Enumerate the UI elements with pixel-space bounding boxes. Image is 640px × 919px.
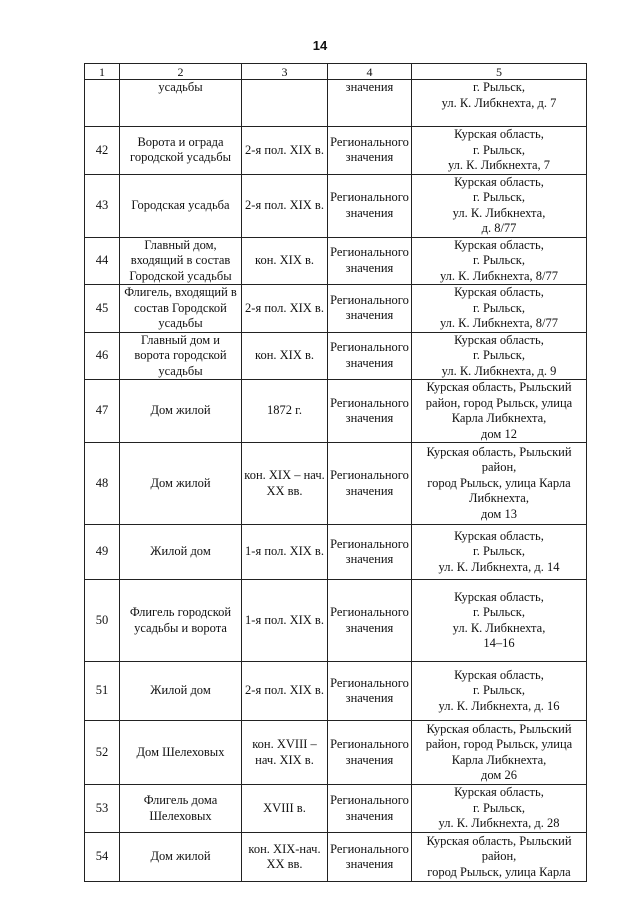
significance-category-line: значения bbox=[345, 483, 394, 498]
table-row bbox=[85, 174, 587, 237]
object-name-line: Главный дом и bbox=[141, 332, 220, 347]
object-address-cell bbox=[412, 662, 587, 721]
row-number-cell bbox=[85, 443, 120, 525]
object-address-line: ул. К. Либкнехта, bbox=[452, 620, 546, 635]
object-name-line: Ворота и ограда bbox=[137, 134, 224, 149]
object-dating-line: кон. XIX в. bbox=[255, 348, 314, 362]
significance-category-line: значения bbox=[345, 808, 394, 823]
column-header: 2 bbox=[120, 64, 242, 80]
table-row bbox=[85, 127, 587, 175]
row-number-cell bbox=[85, 80, 120, 127]
table-row bbox=[85, 525, 587, 580]
object-address-line: г. Рыльск, bbox=[472, 605, 525, 619]
significance-category-cell bbox=[328, 662, 412, 721]
object-address-line: ул. К. Либкнехта, 8/77 bbox=[439, 268, 559, 283]
object-address-cell bbox=[412, 380, 587, 443]
significance-category-cell bbox=[328, 525, 412, 580]
object-name-line: Городской усадьбы bbox=[129, 268, 232, 283]
object-name-line: Жилой дом bbox=[150, 544, 211, 559]
object-dating-line: нач. XIX в. bbox=[255, 752, 314, 767]
object-name-cell bbox=[120, 174, 242, 237]
object-dating-cell bbox=[242, 80, 328, 127]
row-number-cell bbox=[85, 662, 120, 721]
significance-category-cell bbox=[328, 380, 412, 443]
object-dating-cell bbox=[242, 127, 328, 175]
object-dating-cell bbox=[242, 443, 328, 525]
object-address-line: г. Рыльск, bbox=[472, 348, 525, 362]
object-address-line: г. Рыльск, bbox=[472, 80, 525, 94]
object-address-line: Курская область, bbox=[454, 528, 544, 543]
row-number-cell bbox=[85, 380, 120, 443]
object-name-cell bbox=[120, 443, 242, 525]
object-address-line: Курская область, bbox=[454, 667, 544, 682]
significance-category-line: Регионального bbox=[330, 536, 409, 551]
significance-category-cell bbox=[328, 80, 412, 127]
object-name-line: усадьбы bbox=[158, 363, 203, 378]
object-address-line: Курская область, Рыльский bbox=[426, 833, 572, 848]
significance-category-line: значения bbox=[345, 620, 394, 635]
object-name-line: ворота городской bbox=[134, 348, 227, 362]
significance-category-cell bbox=[328, 443, 412, 525]
object-address-line: Курская область, bbox=[454, 174, 544, 189]
object-name-cell bbox=[120, 80, 242, 127]
row-number-line: 54 bbox=[95, 849, 109, 864]
table-row bbox=[85, 785, 587, 833]
significance-category-line: значения bbox=[345, 80, 394, 94]
object-address-line: район, bbox=[481, 849, 517, 864]
object-address-line: ул. К. Либкнехта, д. 16 bbox=[438, 698, 560, 713]
object-address-cell bbox=[412, 237, 587, 285]
object-address-line: г. Рыльск, bbox=[472, 683, 525, 698]
object-address-cell bbox=[412, 174, 587, 237]
row-number-line: 50 bbox=[95, 612, 109, 627]
object-address-line: Курская область, bbox=[454, 589, 544, 604]
column-header: 5 bbox=[412, 64, 587, 80]
row-number-line: 43 bbox=[95, 197, 109, 212]
object-name-cell bbox=[120, 721, 242, 785]
object-address-line: Курская область, bbox=[454, 285, 544, 299]
object-name-line: Главный дом, bbox=[144, 237, 217, 252]
row-number-line: 44 bbox=[95, 253, 109, 267]
table-row bbox=[85, 80, 587, 127]
object-dating-line: кон. XIX – нач. bbox=[244, 468, 325, 482]
object-name-cell bbox=[120, 285, 242, 333]
object-dating-cell bbox=[242, 174, 328, 237]
table-row bbox=[85, 721, 587, 785]
row-number-cell bbox=[85, 580, 120, 662]
object-address-line: Курская область, Рыльский bbox=[426, 721, 572, 736]
row-number-line: 48 bbox=[95, 475, 109, 490]
row-number-cell bbox=[85, 237, 120, 285]
object-dating-line: кон. XIX в. bbox=[255, 253, 314, 267]
significance-category-cell bbox=[328, 285, 412, 333]
object-name-cell bbox=[120, 580, 242, 662]
object-name-line: Дом Шелеховых bbox=[136, 744, 225, 759]
object-address-line: город Рыльск, улица Карла bbox=[427, 475, 571, 490]
significance-category-line: Регионального bbox=[330, 190, 409, 204]
object-address-line: ул. К. Либкнехта, д. 14 bbox=[438, 559, 560, 574]
significance-category-line: значения bbox=[345, 752, 394, 767]
object-dating-line: кон. XIX-нач. bbox=[248, 841, 321, 856]
row-number-line: 52 bbox=[95, 744, 109, 759]
object-address-cell bbox=[412, 332, 587, 380]
object-dating-cell bbox=[242, 833, 328, 882]
object-dating-line: 1872 г. bbox=[267, 403, 302, 418]
object-dating-cell bbox=[242, 580, 328, 662]
object-address-line: д. 8/77 bbox=[481, 221, 517, 235]
significance-category-cell bbox=[328, 237, 412, 285]
object-address-line: Курская область, Рыльский bbox=[426, 380, 572, 394]
object-address-line: ул. К. Либкнехта, д. 28 bbox=[438, 816, 560, 831]
significance-category-line: значения bbox=[345, 308, 394, 323]
object-name-line: Шелеховых bbox=[149, 808, 212, 823]
significance-category-line: Регионального bbox=[330, 793, 409, 807]
significance-category-line: значения bbox=[345, 205, 394, 220]
object-name-line: усадьбы и ворота bbox=[134, 620, 227, 635]
row-number-line: 49 bbox=[95, 544, 109, 559]
object-name-line: состав Городской bbox=[134, 300, 227, 315]
object-name-line: входящий в состав bbox=[130, 253, 231, 267]
row-number-cell bbox=[85, 285, 120, 333]
object-address-line: 14–16 bbox=[483, 636, 515, 650]
row-number-line: 46 bbox=[95, 348, 109, 362]
object-dating-line: 1-я пол. XIX в. bbox=[245, 612, 324, 627]
significance-category-line: значения bbox=[345, 411, 394, 425]
object-address-line: г. Рыльск, bbox=[472, 190, 525, 204]
object-address-cell bbox=[412, 785, 587, 833]
column-header: 3 bbox=[242, 64, 328, 80]
significance-category-cell bbox=[328, 332, 412, 380]
row-number-cell bbox=[85, 525, 120, 580]
table-body bbox=[85, 80, 587, 882]
object-dating-line: кон. XVIII – bbox=[252, 737, 317, 751]
object-address-line: г. Рыльск, bbox=[472, 253, 525, 267]
significance-category-cell bbox=[328, 785, 412, 833]
row-number-cell bbox=[85, 833, 120, 882]
object-dating-cell bbox=[242, 721, 328, 785]
significance-category-line: Регионального bbox=[330, 292, 409, 307]
object-address-line: Либкнехта, bbox=[469, 491, 529, 506]
object-dating-cell bbox=[242, 662, 328, 721]
object-name-cell bbox=[120, 380, 242, 443]
significance-category-line: значения bbox=[345, 355, 394, 370]
row-number-line: 51 bbox=[95, 683, 109, 698]
row-number-line: 45 bbox=[95, 300, 109, 315]
table-row bbox=[85, 662, 587, 721]
object-address-line: ул. К. Либкнехта, 8/77 bbox=[439, 316, 559, 330]
object-address-line: г. Рыльск, bbox=[472, 300, 525, 315]
object-name-line: Флигель городской bbox=[129, 605, 232, 619]
table-row bbox=[85, 380, 587, 443]
significance-category-line: значения bbox=[345, 857, 394, 871]
row-number-line: 53 bbox=[95, 800, 109, 815]
object-name-cell bbox=[120, 127, 242, 175]
object-name-line: Флигель дома bbox=[143, 793, 218, 807]
object-address-cell bbox=[412, 833, 587, 882]
table-row bbox=[85, 580, 587, 662]
object-address-cell bbox=[412, 127, 587, 175]
object-address-line: ул. К. Либкнехта, д. 7 bbox=[441, 95, 557, 110]
object-address-line: г. Рыльск, bbox=[472, 544, 525, 559]
row-number-line: 47 bbox=[95, 403, 109, 418]
object-name-cell bbox=[120, 332, 242, 380]
object-dating-cell bbox=[242, 380, 328, 443]
significance-category-cell bbox=[328, 174, 412, 237]
object-dating-line: XX вв. bbox=[266, 483, 303, 498]
significance-category-line: Регионального bbox=[330, 737, 409, 751]
row-number-cell bbox=[85, 332, 120, 380]
object-address-line: Курская область, Рыльский bbox=[426, 444, 572, 459]
object-name-line: усадьбы bbox=[158, 316, 203, 330]
object-address-line: Карла Либкнехта, bbox=[451, 752, 547, 767]
significance-category-line: Регионального bbox=[330, 395, 409, 410]
object-name-cell bbox=[120, 525, 242, 580]
object-name-cell bbox=[120, 833, 242, 882]
object-name-line: Флигель, входящий в bbox=[124, 285, 237, 299]
object-address-line: ул. К. Либкнехта, 7 bbox=[447, 158, 551, 172]
column-header: 4 bbox=[328, 64, 412, 80]
object-dating-line: 2-я пол. XIX в. bbox=[245, 683, 324, 698]
object-address-line: Курская область, bbox=[454, 785, 544, 800]
object-address-cell bbox=[412, 721, 587, 785]
table-header-row bbox=[85, 64, 587, 80]
object-address-cell bbox=[412, 580, 587, 662]
row-number-cell bbox=[85, 785, 120, 833]
object-name-cell bbox=[120, 785, 242, 833]
significance-category-cell bbox=[328, 127, 412, 175]
object-name-line: Дом жилой bbox=[150, 475, 211, 490]
significance-category-cell bbox=[328, 833, 412, 882]
significance-category-line: Регионального bbox=[330, 841, 409, 856]
object-dating-cell bbox=[242, 332, 328, 380]
object-address-line: дом 13 bbox=[481, 506, 517, 521]
object-address-cell bbox=[412, 80, 587, 127]
object-address-line: Карла Либкнехта, bbox=[451, 411, 547, 425]
table-row bbox=[85, 332, 587, 380]
object-dating-line: 2-я пол. XIX в. bbox=[245, 142, 324, 157]
page-number: 14 bbox=[312, 38, 328, 53]
object-name-line: Жилой дом bbox=[150, 683, 211, 698]
significance-category-line: Регионального bbox=[330, 675, 409, 690]
significance-category-line: Регионального bbox=[330, 468, 409, 482]
row-number-cell bbox=[85, 174, 120, 237]
object-address-cell bbox=[412, 443, 587, 525]
object-dating-cell bbox=[242, 237, 328, 285]
object-name-line: Городская усадьба bbox=[131, 197, 230, 212]
object-dating-line: 2-я пол. XIX в. bbox=[245, 197, 324, 212]
object-dating-line: XVIII в. bbox=[263, 800, 306, 815]
object-dating-cell bbox=[242, 285, 328, 333]
object-address-line: город Рыльск, улица Карла bbox=[427, 864, 571, 879]
object-name-line: городской усадьбы bbox=[130, 150, 231, 165]
object-address-line: Курская область, bbox=[454, 127, 544, 141]
row-number-cell bbox=[85, 721, 120, 785]
significance-category-cell bbox=[328, 580, 412, 662]
heritage-objects-table bbox=[84, 63, 587, 882]
object-address-line: район, город Рыльск, улица bbox=[425, 395, 573, 410]
object-address-line: дом 12 bbox=[481, 426, 517, 441]
column-header: 1 bbox=[85, 64, 120, 80]
table-row bbox=[85, 833, 587, 882]
table-row bbox=[85, 237, 587, 285]
object-dating-cell bbox=[242, 785, 328, 833]
object-dating-line: 2-я пол. XIX в. bbox=[245, 300, 324, 315]
row-number-line: 42 bbox=[95, 142, 109, 157]
significance-category-line: значения bbox=[345, 260, 394, 275]
object-address-line: Курская область, bbox=[454, 332, 544, 347]
table-row bbox=[85, 285, 587, 333]
object-name-line: Дом жилой bbox=[150, 849, 211, 864]
significance-category-cell bbox=[328, 721, 412, 785]
object-address-line: дом 26 bbox=[481, 768, 517, 782]
object-name-line: усадьбы bbox=[158, 80, 203, 94]
object-address-line: район, город Рыльск, улица bbox=[425, 737, 573, 751]
object-address-cell bbox=[412, 285, 587, 333]
object-address-line: г. Рыльск, bbox=[472, 800, 525, 815]
significance-category-line: значения bbox=[345, 552, 394, 566]
object-address-line: ул. К. Либкнехта, bbox=[452, 205, 546, 220]
object-dating-line: 1-я пол. XIX в. bbox=[245, 544, 324, 559]
row-number-cell bbox=[85, 127, 120, 175]
object-address-line: г. Рыльск, bbox=[472, 142, 525, 157]
object-name-cell bbox=[120, 662, 242, 721]
significance-category-line: Регионального bbox=[330, 605, 409, 619]
significance-category-line: Регионального bbox=[330, 340, 409, 355]
table-row bbox=[85, 443, 587, 525]
significance-category-line: Регионального bbox=[330, 134, 409, 149]
object-address-line: Курская область, bbox=[454, 237, 544, 252]
object-dating-cell bbox=[242, 525, 328, 580]
object-dating-line: XX вв. bbox=[266, 857, 303, 871]
object-address-line: ул. К. Либкнехта, д. 9 bbox=[441, 363, 557, 378]
object-name-line: Дом жилой bbox=[150, 403, 211, 418]
significance-category-line: значения bbox=[345, 150, 394, 165]
significance-category-line: значения bbox=[345, 691, 394, 705]
significance-category-line: Регионального bbox=[330, 245, 409, 260]
object-address-cell bbox=[412, 525, 587, 580]
object-address-line: район, bbox=[481, 460, 517, 475]
object-name-cell bbox=[120, 237, 242, 285]
